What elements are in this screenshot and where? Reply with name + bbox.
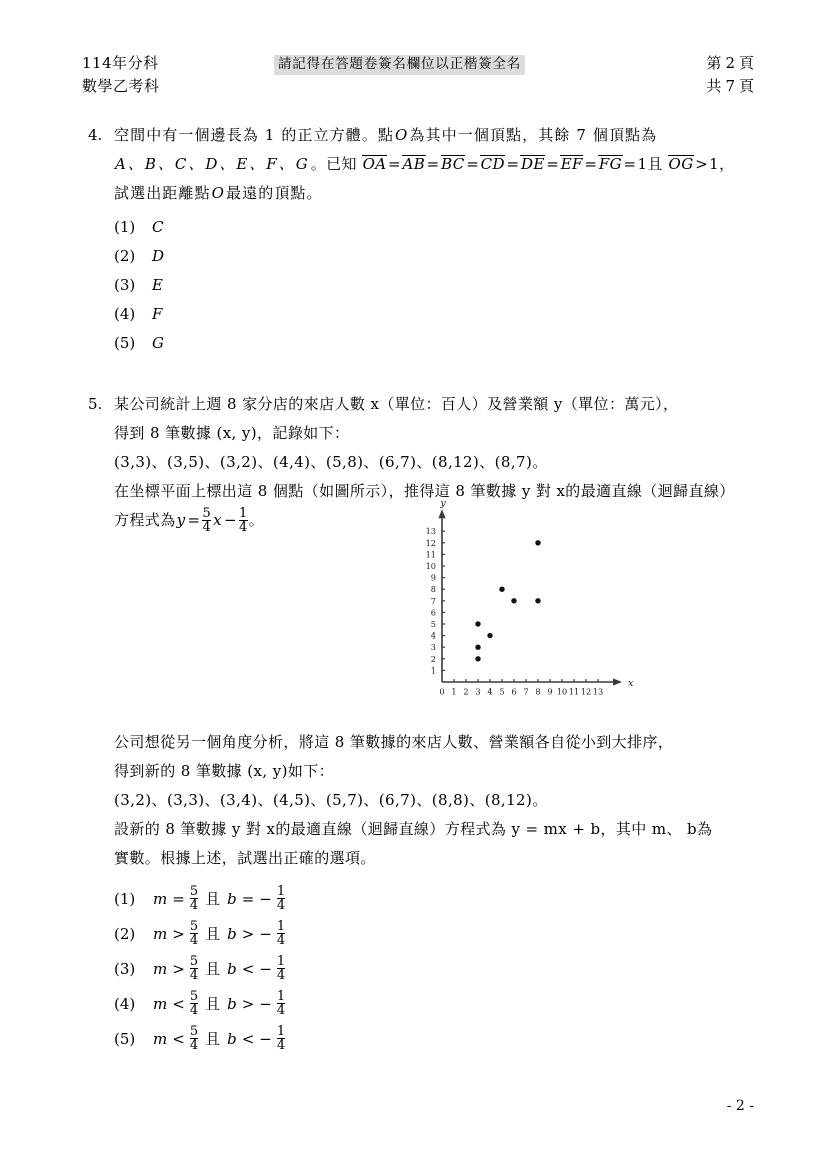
q4-l3-o: O [211, 184, 226, 202]
svg-text:10: 10 [425, 561, 436, 571]
question-5-continued [88, 728, 760, 1056]
option-b-var: b [227, 924, 237, 943]
svg-text:1: 1 [430, 665, 436, 676]
option-label: (2) [114, 924, 136, 943]
option-b-fraction [277, 885, 285, 913]
q4-l1-d: 個頂點為 [592, 126, 658, 144]
option-label: (2) [114, 246, 136, 265]
option-b-sign: − [259, 889, 272, 908]
current-page-number: 2 [725, 54, 735, 72]
option-label: (3) [114, 959, 136, 978]
question-5-line-1: 某公司統計上週 8 家分店的來店人數 x（單位：百人）及營業額 y（單位：萬元）， [114, 395, 679, 413]
fraction-five-fourths [202, 507, 211, 535]
option-b-relation: < [241, 1029, 255, 1048]
fraction-denominator: 4 [189, 898, 199, 913]
option-label: (1) [114, 889, 136, 908]
q4-gt-value: 1 [709, 155, 720, 173]
option-row[interactable] [114, 270, 760, 299]
option-expression [152, 955, 286, 983]
segment-ef: EF [560, 155, 583, 173]
option-m-var: m [153, 959, 168, 978]
option-expression [152, 885, 286, 913]
option-text: G [152, 333, 164, 352]
option-m-var: m [153, 1029, 168, 1048]
question-5-line-6: 公司想從另一個角度分析，將這 8 筆數據的來店人數、營業額各自從小到大排序， [114, 733, 674, 751]
option-expression [152, 1025, 286, 1053]
svg-text:13: 13 [425, 526, 436, 537]
option-m-var: m [153, 924, 168, 943]
svg-text:11: 11 [425, 549, 436, 560]
option-row[interactable] [114, 1021, 760, 1056]
question-4-body [114, 121, 760, 208]
option-row[interactable] [114, 241, 760, 270]
option-m-fraction [190, 920, 198, 948]
svg-text:y: y [440, 498, 446, 510]
option-expression [152, 920, 286, 948]
svg-text:1: 1 [451, 686, 457, 697]
page-header [82, 52, 754, 98]
svg-text:2: 2 [463, 686, 469, 697]
option-m-relation: < [172, 994, 185, 1013]
option-text: C [152, 217, 164, 236]
fraction-denominator: 4 [189, 1038, 199, 1053]
fraction-denominator: 4 [189, 1003, 199, 1018]
option-b-sign: − [259, 924, 272, 943]
svg-text:4: 4 [430, 630, 436, 641]
question-5-dataset-2: (3,2)、(3,3)、(3,4)、(4,5)、(5,7)、(6,7)、(8,8)、(8,12)。 [114, 791, 548, 809]
footer-page-marker: - 2 - [726, 1098, 754, 1114]
question-5-number: 5. [88, 395, 103, 413]
option-conjunction: 且 [205, 890, 221, 908]
q5-eq-sign: = [187, 511, 201, 529]
option-b-relation: < [241, 959, 255, 978]
segment-de: DE [520, 155, 545, 173]
option-b-sign: − [259, 994, 272, 1013]
page-count [706, 52, 754, 98]
q5-eq-suffix: 。 [248, 511, 265, 529]
svg-text:5: 5 [430, 619, 436, 629]
scatter-plot-svg [408, 498, 634, 714]
question-5-line-7: 得到新的 8 筆數據 (x, y)如下： [114, 762, 335, 780]
option-row[interactable] [114, 328, 760, 357]
svg-text:0: 0 [439, 686, 445, 697]
option-m-fraction [190, 990, 198, 1018]
total-page-line [706, 75, 754, 98]
exam-title [82, 52, 160, 98]
q5-eq-minus: − [224, 511, 237, 529]
option-m-var: m [153, 889, 168, 908]
option-b-sign: − [259, 959, 272, 978]
svg-text:7: 7 [430, 595, 436, 606]
option-b-relation: > [241, 994, 255, 1013]
fraction-numerator: 5 [189, 953, 199, 969]
fraction-denominator: 4 [276, 898, 286, 913]
segment-oa: OA [362, 155, 387, 173]
q4-l1-a: 空間中有一個邊長為 [114, 126, 259, 144]
option-m-relation: = [172, 889, 185, 908]
option-b-fraction [277, 990, 285, 1018]
option-m-relation: > [172, 924, 185, 943]
fraction-numerator: 1 [276, 883, 286, 899]
q4-l1-num2: 7 [576, 126, 587, 144]
total-page-number: 7 [725, 77, 735, 95]
question-5-line-9: 設新的 8 筆數據 y 對 x的最適直線（迴歸直線）方程式為 y = mx + b，其中 m、 b為 [114, 820, 713, 838]
svg-text:12: 12 [425, 537, 436, 548]
option-b-var: b [227, 959, 237, 978]
question-5-cont-body [114, 728, 760, 873]
q4-l1-o: O [395, 126, 409, 144]
option-text: F [152, 304, 163, 323]
option-row[interactable] [114, 212, 760, 241]
option-m-fraction [190, 1025, 198, 1053]
question-5-options [114, 881, 760, 1056]
svg-text:7: 7 [523, 686, 529, 697]
svg-text:6: 6 [430, 607, 436, 618]
svg-text:3: 3 [430, 642, 436, 653]
option-text: D [152, 246, 165, 265]
svg-text:13: 13 [592, 686, 604, 697]
svg-text:x: x [628, 678, 634, 689]
option-row[interactable] [114, 299, 760, 328]
option-b-var: b [227, 889, 237, 908]
question-5-line-10: 實數。根據上述，試選出正確的選項。 [114, 849, 376, 867]
segment-bc: BC [441, 155, 465, 173]
svg-text:9: 9 [547, 686, 553, 697]
question-4-options [114, 212, 760, 357]
question-5-dataset-1: (3,3)、(3,5)、(3,2)、(4,4)、(5,8)、(6,7)、(8,12)、(8,7)。 [114, 453, 548, 471]
q4-l1-c: 為其中一個頂點，其餘 [409, 126, 571, 144]
option-m-var: m [153, 994, 168, 1013]
fraction-denominator: 4 [276, 1003, 286, 1018]
svg-text:8: 8 [535, 686, 541, 697]
q4-vertex-list: A、B、C、D、E、F、G [115, 155, 310, 173]
fraction-denominator: 4 [276, 968, 286, 983]
q4-l1-b: 的正立方體。點 [281, 126, 395, 144]
q4-gt-sign: > [695, 155, 709, 173]
question-5-line-4: 在坐標平面上標出這 8 個點（如圖所示），推得這 8 筆數據 y 對 x的最適直線（迴歸直線） [114, 482, 735, 500]
option-m-fraction [190, 885, 198, 913]
option-label: (5) [114, 1029, 136, 1048]
fraction-numerator: 1 [238, 505, 248, 521]
segment-fg: FG [598, 155, 623, 173]
fraction-denominator: 4 [276, 1038, 286, 1053]
option-b-var: b [227, 994, 237, 1013]
fraction-numerator: 5 [189, 883, 199, 899]
option-b-var: b [227, 1029, 237, 1048]
svg-text:9: 9 [430, 572, 436, 583]
option-m-relation: > [172, 959, 185, 978]
option-label: (3) [114, 275, 136, 294]
q4-conjunction: 且 [647, 155, 663, 173]
q4-known-label: 。已知 [310, 155, 357, 173]
total-page-prefix: 共 [706, 77, 722, 95]
q4-l1-num: 1 [264, 126, 276, 144]
fraction-denominator: 4 [189, 933, 199, 948]
option-b-fraction [277, 1025, 285, 1053]
q4-l3-b: 最遠的頂點。 [226, 184, 323, 202]
svg-text:11: 11 [568, 686, 580, 697]
segment-ab: AB [402, 155, 426, 173]
question-5-line-2: 得到 8 筆數據 (x, y)，記錄如下： [114, 424, 350, 442]
q5-eq-prefix: 方程式為 [114, 511, 176, 529]
svg-text:6: 6 [511, 686, 517, 697]
question-4-number: 4. [88, 126, 103, 144]
segment-cd: CD [480, 155, 505, 173]
q4-seg-value: 1 [637, 155, 648, 173]
fraction-denominator: 4 [238, 520, 248, 535]
option-m-relation: < [172, 1029, 185, 1048]
fraction-denominator: 4 [202, 520, 212, 535]
option-conjunction: 且 [205, 960, 221, 978]
fraction-denominator: 4 [276, 933, 286, 948]
option-conjunction: 且 [205, 925, 221, 943]
option-b-relation: = [241, 889, 255, 908]
option-b-fraction [277, 920, 285, 948]
option-row[interactable] [114, 916, 760, 951]
question-4 [88, 121, 760, 357]
svg-text:5: 5 [499, 686, 505, 697]
option-conjunction: 且 [205, 1030, 221, 1048]
question-4-line-1 [114, 121, 760, 150]
option-row[interactable] [114, 881, 760, 916]
current-page-suffix: 頁 [738, 54, 754, 72]
option-b-relation: > [241, 924, 255, 943]
svg-text:12: 12 [580, 686, 592, 697]
fraction-numerator: 1 [276, 918, 286, 934]
svg-text:4: 4 [487, 686, 493, 697]
q4-l3-a: 試選出距離點 [114, 184, 211, 202]
current-page-line [706, 52, 754, 75]
svg-text:8: 8 [430, 584, 436, 595]
option-m-fraction [190, 955, 198, 983]
fraction-numerator: 1 [276, 1023, 286, 1039]
q5-eq-x: x [213, 511, 222, 529]
option-conjunction: 且 [205, 995, 221, 1013]
svg-text:2: 2 [430, 653, 436, 664]
fraction-denominator: 4 [189, 968, 199, 983]
option-b-sign: − [259, 1029, 272, 1048]
option-b-fraction [277, 955, 285, 983]
fraction-numerator: 5 [189, 918, 199, 934]
option-row[interactable] [114, 986, 760, 1021]
option-row[interactable] [114, 951, 760, 986]
total-page-suffix: 頁 [738, 77, 754, 95]
exam-year-line: 114年分科 [82, 54, 159, 72]
fraction-numerator: 5 [202, 505, 212, 521]
q5-eq-y: y [176, 511, 186, 529]
fraction-numerator: 1 [276, 988, 286, 1004]
option-label: (4) [114, 304, 136, 323]
svg-text:10: 10 [556, 686, 568, 697]
segment-og: OG [668, 155, 694, 173]
question-4-line-3 [114, 179, 760, 208]
scatter-plot [408, 498, 634, 714]
exam-subject-line: 數學乙考科 [82, 77, 160, 95]
option-text: E [152, 275, 163, 294]
q4-l2-comma: ， [719, 155, 735, 173]
fraction-numerator: 1 [276, 953, 286, 969]
fraction-numerator: 5 [189, 988, 199, 1004]
current-page-prefix: 第 [706, 54, 722, 72]
option-label: (1) [114, 217, 136, 236]
fraction-one-fourth [239, 507, 248, 535]
option-label: (4) [114, 994, 136, 1013]
option-expression [152, 990, 286, 1018]
signature-notice: 請記得在答題卷簽名欄位以正楷簽全名 [274, 55, 525, 75]
svg-text:3: 3 [475, 686, 481, 697]
fraction-numerator: 5 [189, 1023, 199, 1039]
option-label: (5) [114, 333, 136, 352]
question-4-line-2: A、B、C、D、E、F、G。已知 OA = AB = BC = CD = DE = EF = FG =1且 OG >1， [115, 155, 735, 173]
